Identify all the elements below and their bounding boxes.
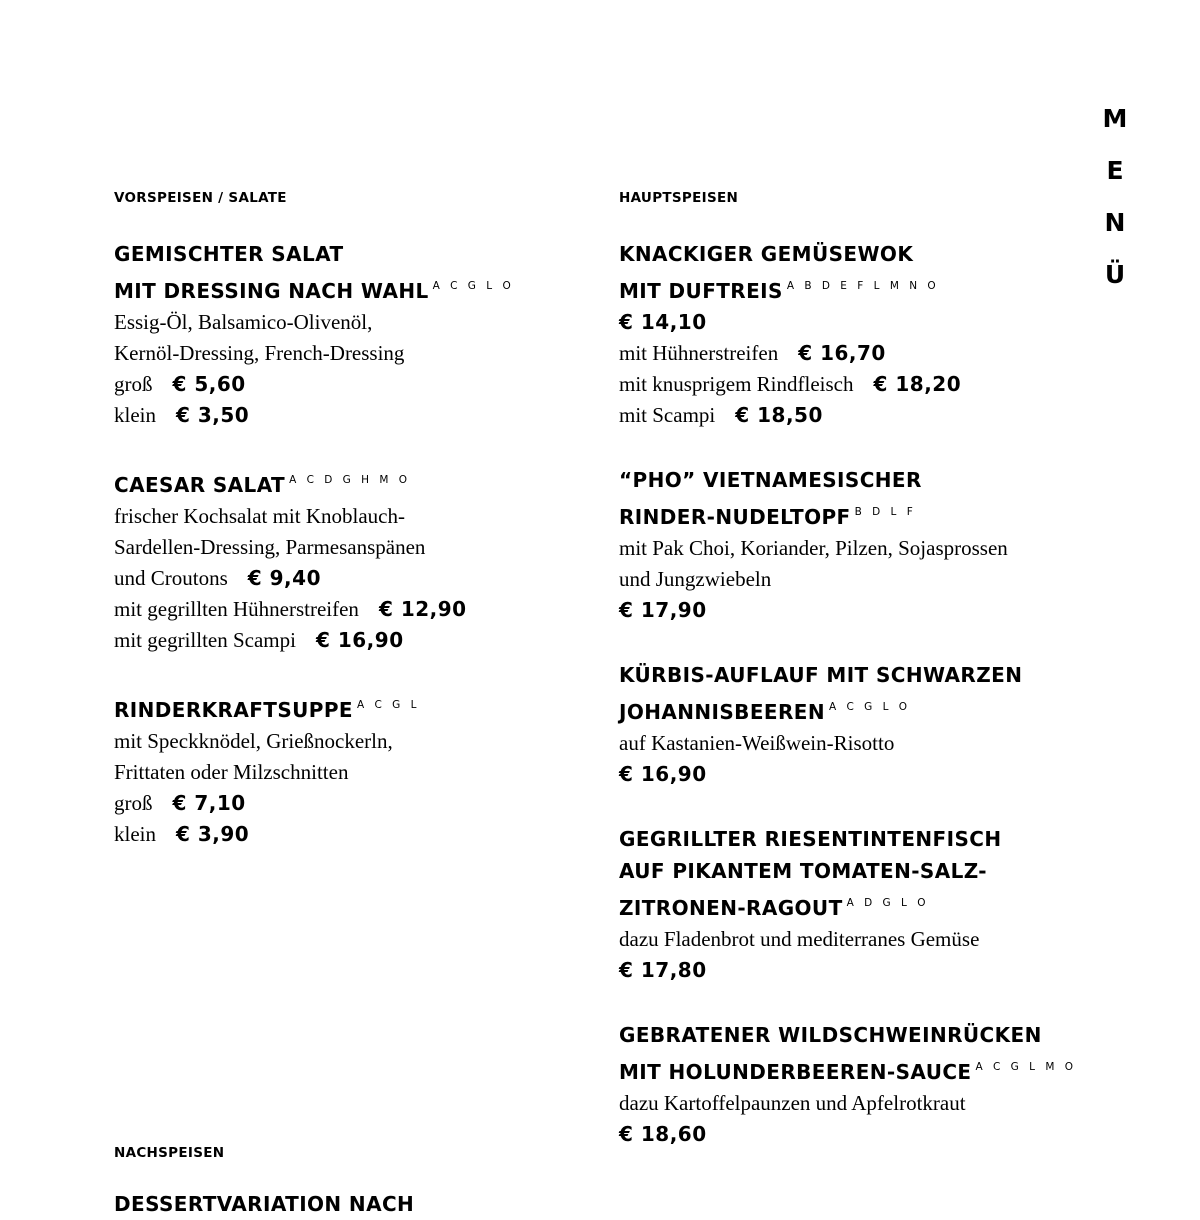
dish-title: MIT HOLUNDERBEEREN-SAUCE $^{A C G L M O}$ (619, 1060, 1077, 1084)
price-row (619, 1119, 1089, 1150)
price-row (114, 369, 574, 400)
price-value: € 17,80 (619, 958, 707, 982)
dish-description: Sardellen-Dressing, Parmesanspänen (114, 535, 426, 559)
dish-title: JOHANNISBEEREN $^{A C G L O}$ (619, 700, 911, 724)
dish-description: auf Kastanien-Weißwein-Risotto (619, 731, 895, 755)
price-label: klein (114, 403, 156, 427)
section-label: NACHSPEISEN (114, 1145, 225, 1161)
menu-item (619, 823, 1089, 986)
section-label: HAUPTSPEISEN (619, 190, 739, 206)
price-row (114, 819, 574, 850)
dish-title: MIT DRESSING NACH WAHL $^{A C G L O}$ (114, 279, 515, 303)
price-value: € 16,70 (798, 341, 886, 365)
price-label: klein (114, 822, 156, 846)
price-row (619, 338, 1089, 369)
dish-description: Essig-Öl, Balsamico-Olivenöl, (114, 310, 373, 334)
menu-title-letter: Ü (1104, 260, 1126, 289)
dish-title: RINDERKRAFTSUPPE $^{A C G L}$ (114, 698, 420, 722)
price-row (619, 955, 1089, 986)
price-value: € 3,50 (176, 403, 250, 427)
menu-title-letter: M (1102, 104, 1128, 133)
allergen-codes: A C D G H M O (289, 474, 411, 486)
dish-description: und Jungzwiebeln (619, 567, 772, 591)
price-row (114, 563, 574, 594)
dish-title: KNACKIGER GEMÜSEWOK (619, 242, 914, 266)
price-value: € 17,90 (619, 598, 707, 622)
allergen-codes: A C G L O (432, 280, 515, 292)
menu-title-letter: N (1104, 208, 1126, 237)
allergen-codes: B D L F (854, 506, 917, 518)
allergen-codes: A C G L O (828, 701, 911, 713)
price-value: € 7,10 (172, 791, 246, 815)
price-value: € 16,90 (619, 762, 707, 786)
price-value: € 16,90 (315, 628, 404, 652)
price-label: und Croutons (114, 566, 228, 590)
dish-title: MIT DUFTREIS $^{A B D E F L M N O}$ (619, 279, 940, 303)
section-vorspeisen (114, 188, 574, 883)
dish-title: RINDER-NUDELTOPF $^{B D L F}$ (619, 505, 917, 529)
dish-description: dazu Fladenbrot und mediterranes Gemüse (619, 927, 980, 951)
price-label: mit knusprigem Rindfleisch (619, 372, 854, 396)
dish-title: CAESAR SALAT $^{A C D G H M O}$ (114, 473, 411, 497)
price-label: mit gegrillten Scampi (114, 628, 296, 652)
dish-title: GEMISCHTER SALAT (114, 242, 344, 266)
dish-title: GEBRATENER WILDSCHWEINRÜCKEN (619, 1023, 1042, 1047)
price-label: groß (114, 372, 153, 396)
price-row (114, 625, 574, 656)
price-label: mit Scampi (619, 403, 716, 427)
allergen-codes: A D G L O (846, 897, 929, 909)
dish-title: GEGRILLTER RIESENTINTENFISCH (619, 827, 1002, 851)
price-label: mit Hühnerstreifen (619, 341, 779, 365)
price-row (619, 369, 1089, 400)
menu-item (114, 238, 574, 431)
price-row (619, 595, 1089, 626)
price-row (619, 400, 1089, 431)
menu-vertical-title (1093, 100, 1137, 308)
dish-title: ZITRONEN-RAGOUT $^{A D G L O}$ (619, 896, 929, 920)
price-value: € 3,90 (176, 822, 250, 846)
dish-description: dazu Kartoffelpaunzen und Apfelrotkraut (619, 1091, 966, 1115)
price-row (114, 400, 574, 431)
dish-description: mit Speckknödel, Grießnockerln, (114, 729, 393, 753)
price-value: € 18,50 (735, 403, 823, 427)
price-value: € 5,60 (172, 372, 246, 396)
price-row (114, 594, 574, 625)
dish-description: mit Pak Choi, Koriander, Pilzen, Sojasprossen (619, 536, 1008, 560)
menu-item (619, 238, 1089, 431)
price-label: groß (114, 791, 153, 815)
section-hauptspeisen (619, 188, 1089, 1183)
price-label: mit gegrillten Hühnerstreifen (114, 597, 359, 621)
section-nachspeisen (114, 1143, 574, 1193)
dish-title: DESSERTVARIATION NACH (114, 1192, 415, 1216)
allergen-codes: A B D E F L M N O (786, 280, 940, 292)
section-label: VORSPEISEN / SALATE (114, 190, 287, 206)
price-value: € 18,60 (619, 1122, 707, 1146)
allergen-codes: A C G L M O (975, 1061, 1077, 1073)
menu-title-letter: E (1106, 156, 1124, 185)
menu-item (619, 464, 1089, 626)
dish-description: Kernöl-Dressing, French-Dressing (114, 341, 405, 365)
price-row (619, 759, 1089, 790)
dish-description: Frittaten oder Milzschnitten (114, 760, 349, 784)
price-value: € 18,20 (873, 372, 962, 396)
menu-item (114, 464, 574, 656)
dish-title: KÜRBIS-AUFLAUF MIT SCHWARZEN (619, 663, 1023, 687)
menu-item (619, 659, 1089, 790)
price-value: € 14,10 (619, 310, 707, 334)
price-value: € 12,90 (378, 597, 467, 621)
price-row (114, 788, 574, 819)
price-value: € 9,40 (247, 566, 321, 590)
dish-title: “PHO” VIETNAMESISCHER (619, 468, 922, 492)
menu-item (619, 1019, 1089, 1150)
allergen-codes: A C G L (356, 699, 420, 711)
dish-title: AUF PIKANTEM TOMATEN-SALZ- (619, 859, 988, 883)
menu-item (114, 689, 574, 850)
price-row (619, 307, 1089, 338)
dish-description: frischer Kochsalat mit Knoblauch- (114, 504, 405, 528)
